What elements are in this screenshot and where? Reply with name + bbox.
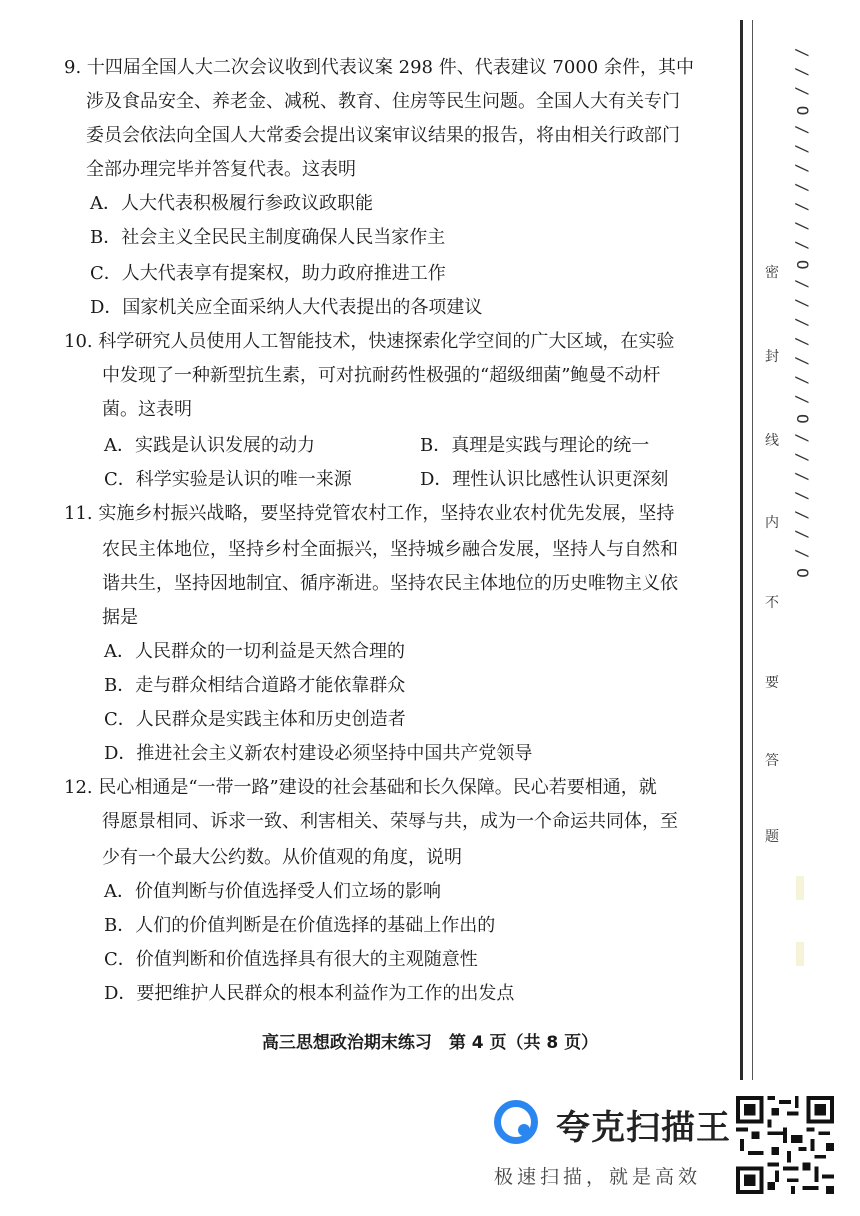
option-a: A．实践是认识发展的动力 (104, 435, 315, 456)
question-text-line: 据是 (102, 607, 138, 628)
question-text-line: 农民主体地位，坚持乡村全面振兴，坚持城乡融合发展，坚持人与自然和 (102, 539, 678, 560)
question-text-line: 菌。这表明 (102, 399, 192, 420)
question-text-line: 10. 科学研究人员使用人工智能技术，快速探索化学空间的广大区域，在实验 (64, 331, 675, 352)
question-text-line: 得愿景相同、诉求一致、利害相关、荣辱与共，成为一个命运共同体，至 (102, 811, 678, 832)
option-d: D．国家机关应全面采纳人大代表提出的各项建议 (90, 297, 483, 318)
option-a: A．人民群众的一切利益是天然合理的 (104, 641, 405, 662)
option-b: B．人们的价值判断是在价值选择的基础上作出的 (104, 915, 496, 936)
page-footer: 高三思想政治期末练习 第 4 页（共 8 页） (261, 1033, 599, 1053)
qr-code-icon (736, 1096, 834, 1194)
question-text-line: 9. 十四届全国人大二次会议收到代表议案 298 件、代表建议 7000 余件，其中 (64, 57, 694, 78)
option-a: A．价值判断与价值选择受人们立场的影响 (104, 881, 441, 902)
question-text-line: 涉及食品安全、养老金、减税、教育、住房等民生问题。全国人大有关专门 (86, 91, 680, 112)
option-b: B．真理是实践与理论的统一 (420, 435, 650, 456)
scan-smudge (796, 876, 804, 900)
watermark-subtitle: 极速扫描，就是高效 (494, 1166, 702, 1188)
option-d: D．要把维护人民群众的根本利益作为工作的出发点 (104, 983, 515, 1004)
question-text-line: 少有一个最大公约数。从价值观的角度，说明 (102, 847, 462, 868)
question-text-line: 11. 实施乡村振兴战略，要坚持党管农村工作，坚持农业农村优先发展，坚持 (64, 503, 675, 524)
seal-char: 内 (765, 515, 779, 531)
seal-char: 答 (765, 753, 779, 769)
option-b: B．社会主义全民民主制度确保人民当家作主 (90, 227, 446, 248)
option-d: D．理性认识比感性认识更深刻 (420, 469, 669, 490)
question-text-line: 中发现了一种新型抗生素，可对抗耐药性极强的“超级细菌”鲍曼不动杆 (102, 365, 661, 386)
seal-char: 密 (765, 265, 779, 281)
option-c: C．科学实验是认识的唯一来源 (104, 469, 352, 490)
seal-char: 不 (765, 595, 779, 611)
option-d: D．推进社会主义新农村建设必须坚持中国共产党领导 (104, 743, 533, 764)
question-text-line: 全部办理完毕并答复代表。这表明 (86, 159, 356, 180)
seal-char: 题 (765, 829, 779, 845)
seal-char: 封 (765, 349, 779, 365)
scan-smudge (796, 942, 804, 966)
option-a: A．人大代表积极履行参政议政职能 (90, 193, 373, 214)
seal-char: 要 (765, 675, 779, 691)
question-text-line: 12. 民心相通是“一带一路”建设的社会基础和长久保障。民心若要相通，就 (64, 777, 657, 798)
option-b: B．走与群众相结合道路才能依靠群众 (104, 675, 406, 696)
watermark-title: 夸克扫描王 (556, 1108, 731, 1148)
seal-dashes: / / / O / / / / / / / O / / / / / / / O / / / / / / / O (793, 48, 812, 578)
quark-logo-icon (494, 1100, 538, 1144)
seal-dash-column (792, 48, 812, 578)
question-text-line: 谐共生，坚持因地制宜、循序渐进。坚持农民主体地位的历史唯物主义依 (102, 573, 678, 594)
seal-line-inner (752, 20, 753, 1080)
seal-line (740, 20, 743, 1080)
seal-char: 线 (765, 433, 779, 449)
option-c: C．人大代表享有提案权，助力政府推进工作 (90, 263, 446, 284)
option-c: C．人民群众是实践主体和历史创造者 (104, 709, 406, 730)
question-text-line: 委员会依法向全国人大常委会提出议案审议结果的报告，将由相关行政部门 (86, 125, 680, 146)
option-c: C．价值判断和价值选择具有很大的主观随意性 (104, 949, 478, 970)
